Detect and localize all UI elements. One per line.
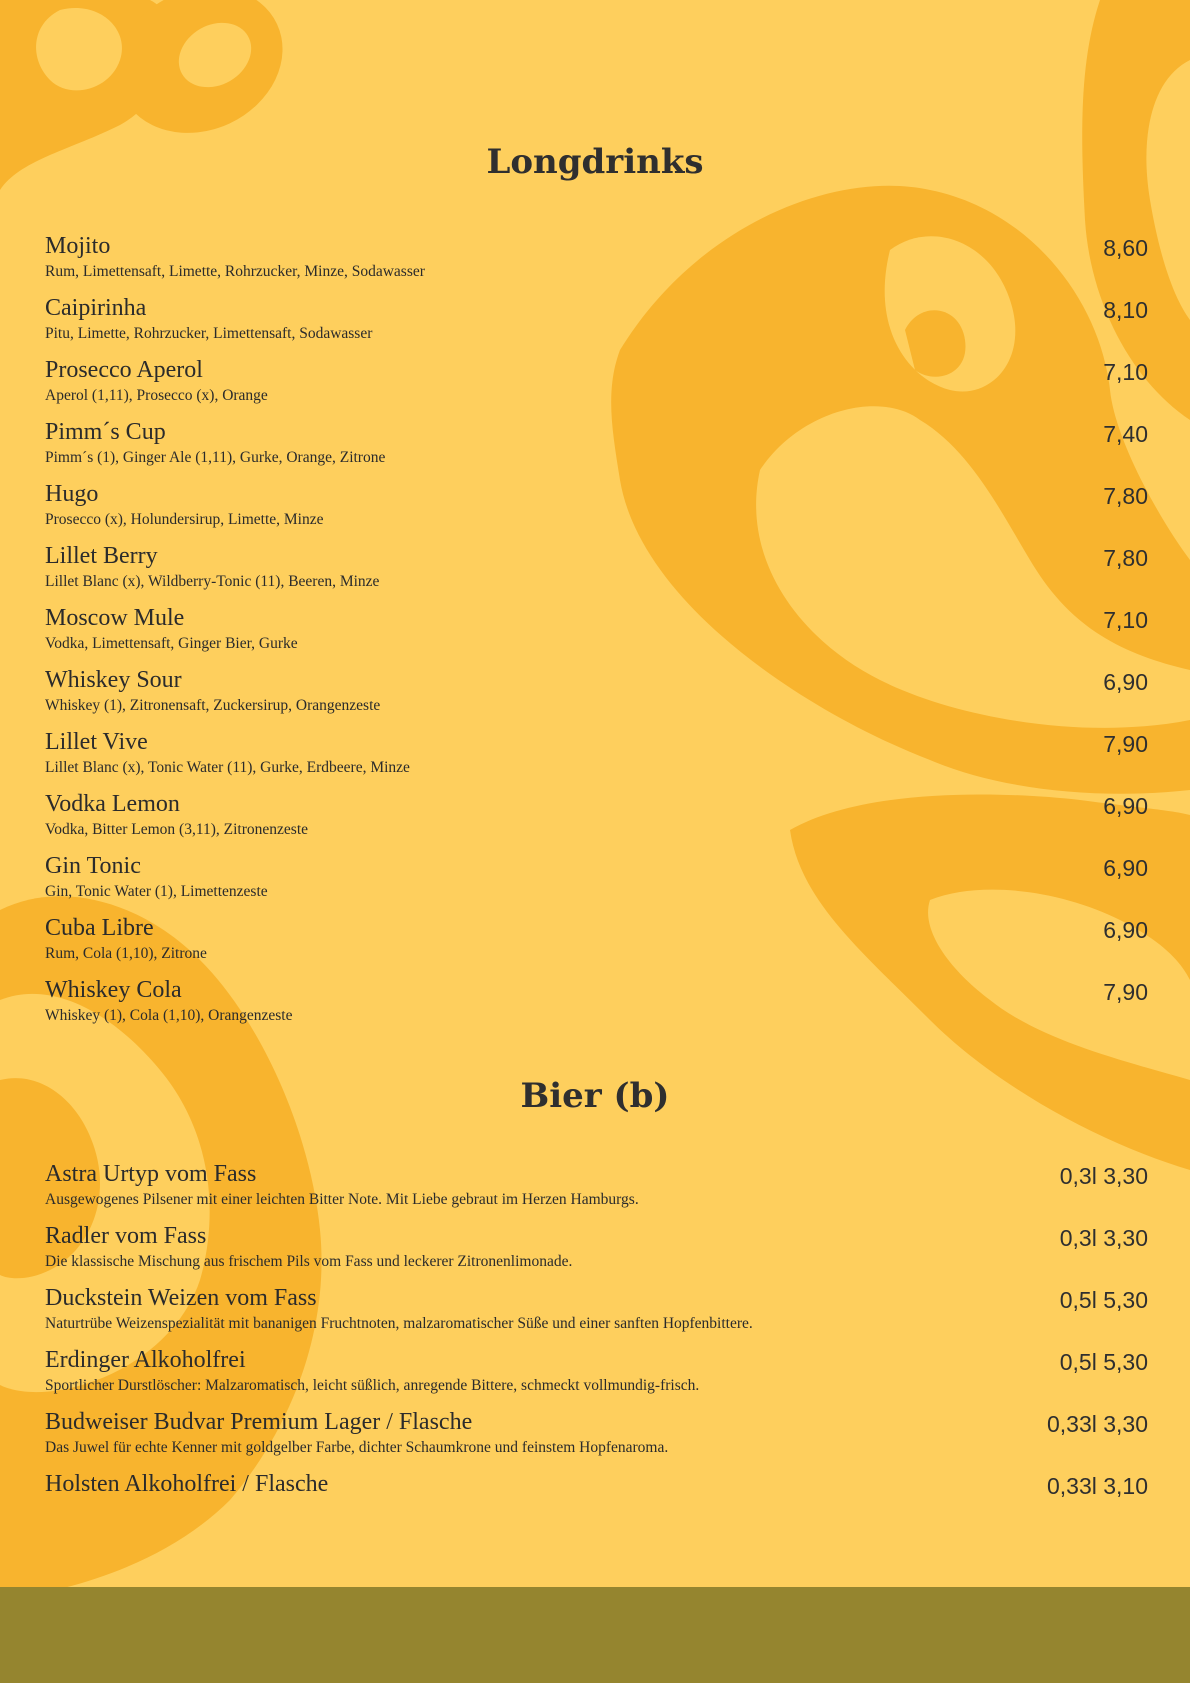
item-price: 0,33l 3,10 [1046, 1473, 1148, 1499]
item-price: 7,90 [1103, 979, 1148, 1005]
item-description: Lillet Blanc (x), Wildberry-Tonic (11), Beeren, Minze [45, 573, 380, 590]
item-price: 6,90 [1103, 855, 1148, 881]
item-price: 7,10 [1103, 359, 1148, 385]
item-price: 6,90 [1103, 669, 1148, 695]
item-name: Prosecco Aperol [45, 357, 203, 383]
item-description: Sportlicher Durstlöscher: Malzaromatisch, leicht süßlich, anregende Bittere, schmeckt vollmundig-frisch. [45, 1377, 700, 1394]
item-description: Rum, Cola (1,10), Zitrone [45, 945, 207, 962]
item-price: 0,3l 3,30 [1059, 1163, 1148, 1189]
item-price: 7,90 [1103, 731, 1148, 757]
item-description: Pitu, Limette, Rohrzucker, Limettensaft, Sodawasser [45, 325, 373, 342]
item-description: Prosecco (x), Holundersirup, Limette, Minze [45, 511, 324, 528]
item-name: Holsten Alkoholfrei / Flasche [45, 1471, 329, 1497]
item-description: Naturtrübe Weizenspezialität mit bananigen Fruchtnoten, malzaromatischer Süße und einer sanften Hopfenbittere. [45, 1315, 753, 1332]
item-name: Erdinger Alkoholfrei [45, 1347, 246, 1373]
item-price: 8,60 [1103, 235, 1148, 261]
item-name: Vodka Lemon [45, 791, 180, 817]
item-price: 0,5l 5,30 [1059, 1349, 1148, 1375]
item-price: 7,10 [1103, 607, 1148, 633]
footer-band [0, 1587, 1190, 1683]
item-description: Die klassische Mischung aus frischem Pils vom Fass und leckerer Zitronenlimonade. [45, 1253, 573, 1270]
item-price: 6,90 [1103, 917, 1148, 943]
item-description: Whiskey (1), Zitronensaft, Zuckersirup, Orangenzeste [45, 697, 381, 714]
item-description: Lillet Blanc (x), Tonic Water (11), Gurke, Erdbeere, Minze [45, 759, 410, 776]
item-name: Pimm´s Cup [45, 419, 166, 445]
item-description: Rum, Limettensaft, Limette, Rohrzucker, Minze, Sodawasser [45, 263, 425, 280]
item-name: Gin Tonic [45, 853, 141, 879]
item-description: Vodka, Bitter Lemon (3,11), Zitronenzeste [45, 821, 309, 838]
item-description: Gin, Tonic Water (1), Limettenzeste [45, 883, 268, 900]
item-name: Budweiser Budvar Premium Lager / Flasche [45, 1409, 473, 1435]
item-name: Whiskey Sour [45, 667, 182, 693]
item-name: Astra Urtyp vom Fass [45, 1161, 257, 1187]
item-description: Das Juwel für echte Kenner mit goldgelber Farbe, dichter Schaumkrone und feinstem Hopfenaroma. [45, 1439, 669, 1456]
item-description: Pimm´s (1), Ginger Ale (1,11), Gurke, Orange, Zitrone [45, 449, 386, 466]
item-price: 0,3l 3,30 [1059, 1225, 1148, 1251]
item-name: Lillet Berry [45, 543, 158, 569]
item-description: Whiskey (1), Cola (1,10), Orangenzeste [45, 1007, 293, 1024]
item-name: Radler vom Fass [45, 1223, 207, 1249]
item-price: 6,90 [1103, 793, 1148, 819]
section-title-longdrinks: Longdrinks [486, 142, 704, 182]
item-price: 7,80 [1103, 545, 1148, 571]
item-name: Moscow Mule [45, 605, 185, 631]
section-title-bier: Bier (b) [520, 1076, 670, 1116]
item-description: Vodka, Limettensaft, Ginger Bier, Gurke [45, 635, 298, 652]
item-price: 0,5l 5,30 [1059, 1287, 1148, 1313]
item-description: Aperol (1,11), Prosecco (x), Orange [45, 387, 268, 404]
item-name: Cuba Libre [45, 915, 154, 941]
item-name: Whiskey Cola [45, 977, 182, 1003]
item-name: Hugo [45, 481, 99, 507]
item-price: 0,33l 3,30 [1046, 1411, 1148, 1437]
item-description: Ausgewogenes Pilsener mit einer leichten Bitter Note. Mit Liebe gebraut im Herzen Hamburgs. [45, 1191, 639, 1208]
item-name: Lillet Vive [45, 729, 148, 755]
item-name: Caipirinha [45, 295, 147, 321]
item-price: 7,40 [1103, 421, 1148, 447]
item-price: 8,10 [1103, 297, 1148, 323]
item-price: 7,80 [1103, 483, 1148, 509]
item-name: Duckstein Weizen vom Fass [45, 1285, 317, 1311]
item-name: Mojito [45, 233, 111, 259]
